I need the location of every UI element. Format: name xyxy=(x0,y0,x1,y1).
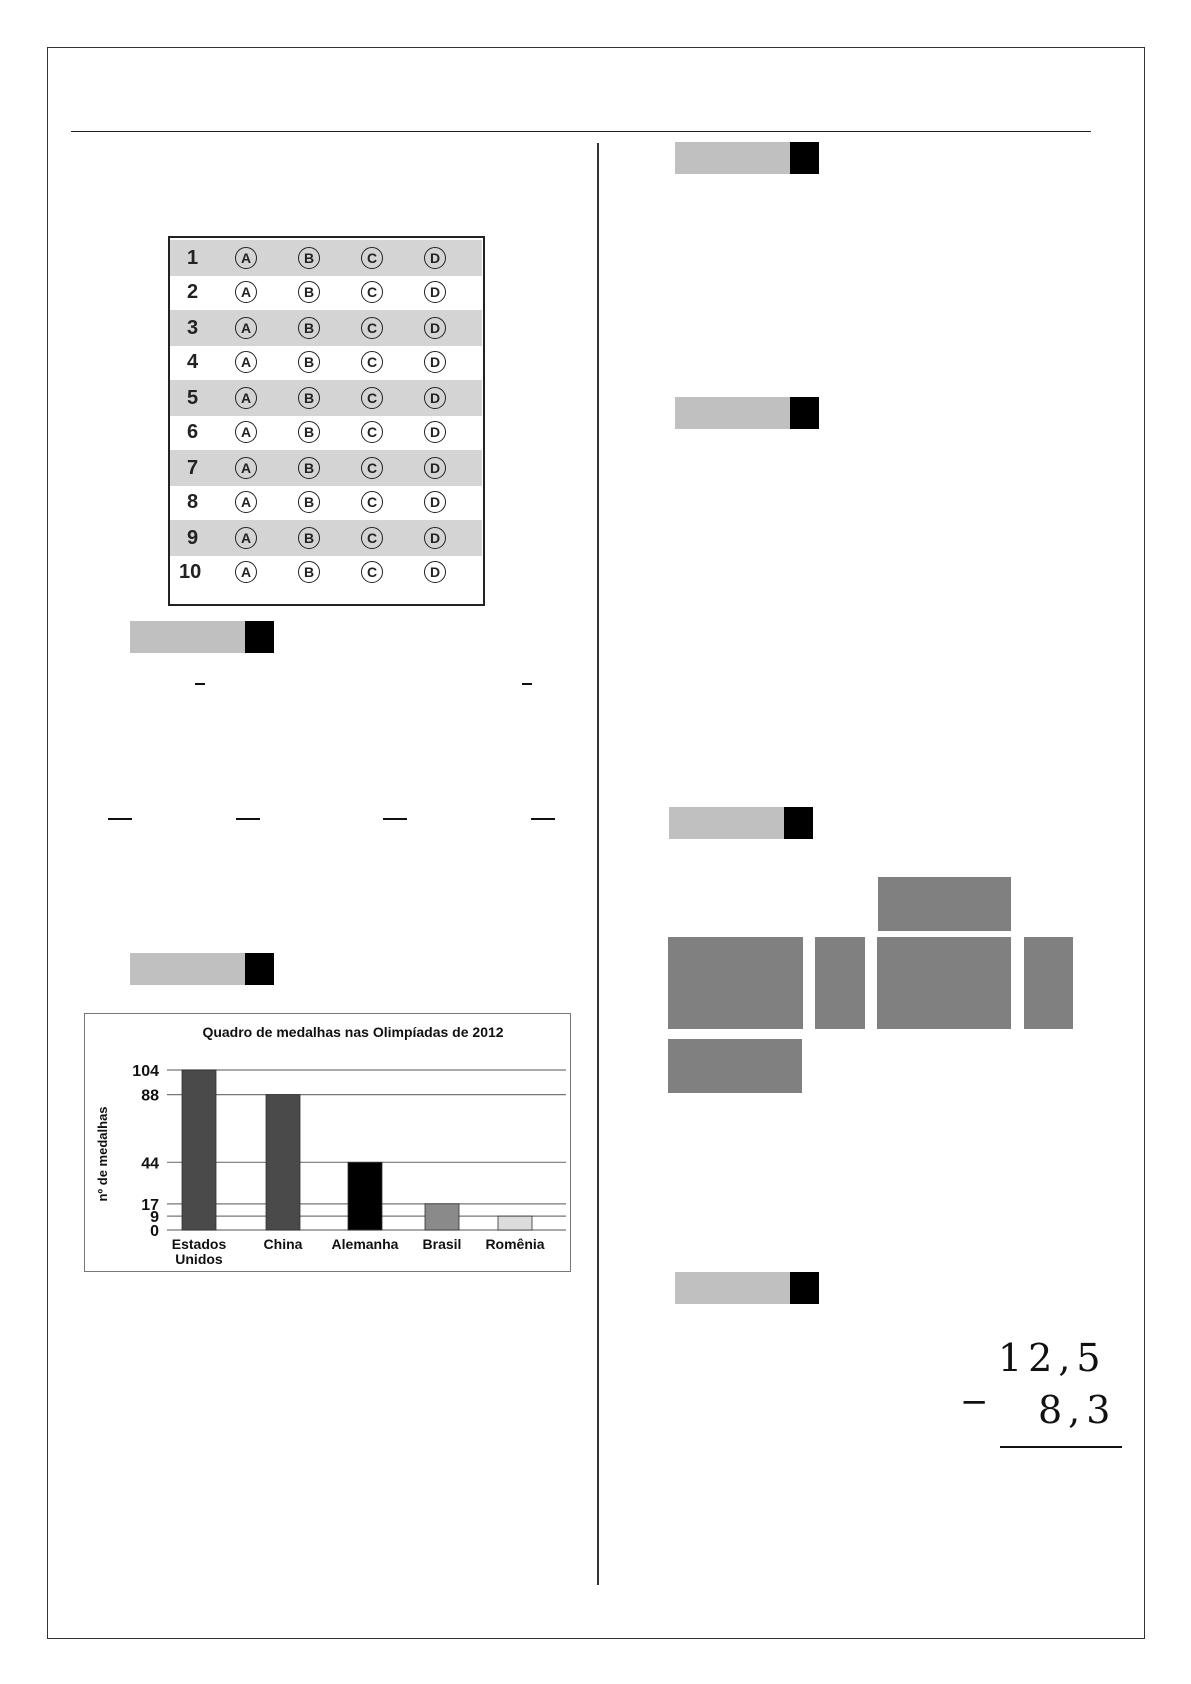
answer-bubble-c[interactable]: C xyxy=(361,527,383,549)
question-label-gray xyxy=(675,397,790,429)
header-rule xyxy=(71,131,1091,132)
question-label-gray xyxy=(669,807,784,839)
answer-bubble-c[interactable]: C xyxy=(361,247,383,269)
answer-bubble-d[interactable]: D xyxy=(424,421,446,443)
answer-row-number: 3 xyxy=(187,316,199,339)
chart-category-label: China xyxy=(263,1236,303,1252)
chart-category-label: Estados Unidos xyxy=(171,1236,227,1267)
answer-row-number: 8 xyxy=(187,490,199,513)
answer-row xyxy=(170,380,482,416)
answer-row xyxy=(170,240,482,276)
net-face-center xyxy=(877,937,1011,1029)
answer-row-number: 4 xyxy=(187,350,199,373)
question-label-black xyxy=(790,142,819,174)
net-face-left xyxy=(668,937,803,1029)
answer-row-number: 9 xyxy=(187,526,199,549)
question-label-black xyxy=(790,397,819,429)
answer-bubble-a[interactable]: A xyxy=(235,491,257,513)
answer-bubble-b[interactable]: B xyxy=(298,527,320,549)
fraction-bar xyxy=(383,818,407,820)
question-label-black xyxy=(784,807,813,839)
answer-row xyxy=(170,414,482,450)
chart-category-label: Brasil xyxy=(422,1236,462,1252)
answer-bubble-b[interactable]: B xyxy=(298,247,320,269)
answer-bubble-c[interactable]: C xyxy=(361,351,383,373)
question-label-black xyxy=(790,1272,819,1304)
question-label-black xyxy=(245,621,274,653)
answer-bubble-c[interactable]: C xyxy=(361,561,383,583)
fraction-bar xyxy=(195,683,205,685)
subtrahend: 8,3 xyxy=(1038,1388,1117,1432)
answer-row xyxy=(170,450,482,486)
fraction-bar xyxy=(531,818,555,820)
answer-bubble-a[interactable]: A xyxy=(235,527,257,549)
minuend: 12,5 xyxy=(998,1336,1107,1380)
answer-bubble-d[interactable]: D xyxy=(424,317,446,339)
chart-ytick-label: 17 xyxy=(141,1196,159,1214)
chart-title: Quadro de medalhas nas Olimpíadas de 2012 xyxy=(202,1024,504,1040)
answer-bubble-a[interactable]: A xyxy=(235,317,257,339)
question-label-gray xyxy=(675,1272,790,1304)
answer-row xyxy=(170,310,482,346)
answer-bubble-b[interactable]: B xyxy=(298,317,320,339)
answer-bubble-b[interactable]: B xyxy=(298,387,320,409)
answer-bubble-a[interactable]: A xyxy=(235,247,257,269)
answer-bubble-c[interactable]: C xyxy=(361,281,383,303)
fraction-bar xyxy=(522,683,532,685)
answer-row xyxy=(170,344,482,380)
fraction-bar xyxy=(236,818,260,820)
answer-bubble-a[interactable]: A xyxy=(235,387,257,409)
chart-category-label: Romênia xyxy=(485,1236,545,1252)
chart-category-label: Alemanha xyxy=(331,1236,399,1252)
chart-ylabel: nº de medalhas xyxy=(95,1106,110,1202)
answer-bubble-c[interactable]: C xyxy=(361,491,383,513)
answer-bubble-d[interactable]: D xyxy=(424,351,446,373)
answer-row xyxy=(170,274,482,310)
chart-ytick-label: 9 xyxy=(150,1209,159,1227)
chart-bar xyxy=(266,1095,300,1230)
answer-row-number: 6 xyxy=(187,420,199,443)
answer-bubble-a[interactable]: A xyxy=(235,281,257,303)
answer-bubble-c[interactable]: C xyxy=(361,387,383,409)
answer-bubble-a[interactable]: A xyxy=(235,561,257,583)
answer-row-number: 5 xyxy=(187,386,199,409)
answer-row-number: 10 xyxy=(179,560,202,583)
chart-ytick-label: 88 xyxy=(141,1087,159,1105)
answer-row xyxy=(170,554,482,590)
answer-bubble-d[interactable]: D xyxy=(424,457,446,479)
result-rule xyxy=(1000,1446,1122,1448)
answer-sheet xyxy=(168,236,485,606)
answer-bubble-d[interactable]: D xyxy=(424,281,446,303)
answer-row-number: 2 xyxy=(187,280,199,303)
answer-bubble-b[interactable]: B xyxy=(298,351,320,373)
net-face-top xyxy=(878,877,1011,931)
chart-bar xyxy=(425,1204,459,1230)
minus-sign: − xyxy=(960,1382,995,1422)
answer-row xyxy=(170,484,482,520)
chart-ytick-label: 104 xyxy=(132,1063,159,1080)
answer-bubble-d[interactable]: D xyxy=(424,491,446,513)
fraction-bar xyxy=(108,818,132,820)
answer-bubble-d[interactable]: D xyxy=(424,387,446,409)
medal-chart-svg xyxy=(85,1014,572,1273)
chart-ytick-label: 0 xyxy=(150,1223,159,1240)
answer-bubble-a[interactable]: A xyxy=(235,351,257,373)
net-face-bottom xyxy=(668,1039,802,1093)
answer-bubble-c[interactable]: C xyxy=(361,317,383,339)
question-label-gray xyxy=(130,953,245,985)
subtraction-operation xyxy=(960,1336,1120,1456)
net-face-side-2 xyxy=(1024,937,1073,1029)
net-face-side-1 xyxy=(815,937,865,1029)
answer-bubble-d[interactable]: D xyxy=(424,561,446,583)
question-label-black xyxy=(245,953,274,985)
answer-row-number: 1 xyxy=(187,246,199,269)
medal-chart xyxy=(84,1013,571,1272)
answer-row-number: 7 xyxy=(187,456,199,479)
answer-row xyxy=(170,520,482,556)
answer-bubble-b[interactable]: B xyxy=(298,457,320,479)
answer-bubble-a[interactable]: A xyxy=(235,421,257,443)
column-divider xyxy=(597,143,599,1585)
answer-bubble-b[interactable]: B xyxy=(298,281,320,303)
answer-bubble-d[interactable]: D xyxy=(424,247,446,269)
chart-bar xyxy=(498,1216,532,1230)
answer-bubble-c[interactable]: C xyxy=(361,421,383,443)
answer-bubble-b[interactable]: B xyxy=(298,561,320,583)
question-label-gray xyxy=(130,621,245,653)
chart-bar xyxy=(182,1070,216,1230)
answer-bubble-d[interactable]: D xyxy=(424,527,446,549)
question-label-gray xyxy=(675,142,790,174)
answer-bubble-b[interactable]: B xyxy=(298,491,320,513)
chart-ytick-label: 44 xyxy=(141,1155,159,1173)
answer-bubble-c[interactable]: C xyxy=(361,457,383,479)
chart-bar xyxy=(348,1162,382,1230)
answer-bubble-a[interactable]: A xyxy=(235,457,257,479)
answer-bubble-b[interactable]: B xyxy=(298,421,320,443)
